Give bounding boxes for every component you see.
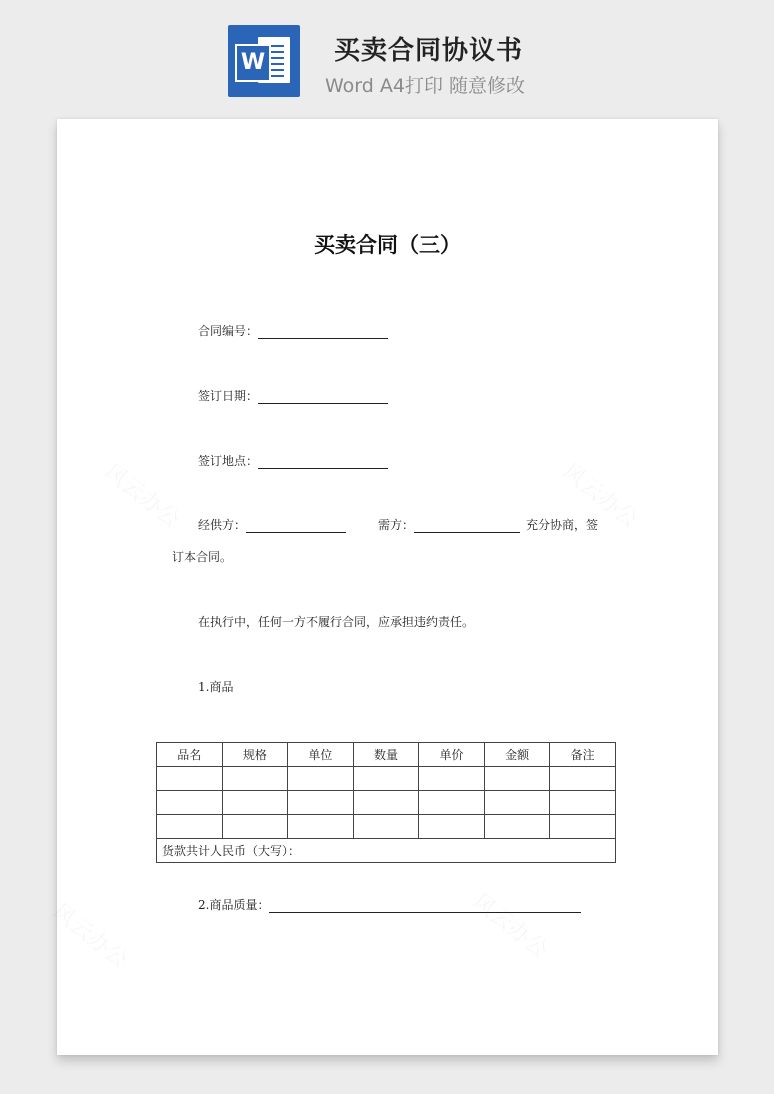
word-letter: W [235, 44, 271, 82]
table-cell[interactable] [222, 767, 288, 791]
table-header: 品名 [157, 743, 223, 767]
table-header: 金额 [484, 743, 550, 767]
table-cell[interactable] [222, 815, 288, 839]
table-cell[interactable] [550, 767, 616, 791]
contract-no-field [198, 322, 388, 339]
sign-place-field [198, 452, 388, 469]
parties-line [198, 516, 598, 533]
clause-intro: 在执行中，任何一方不履行合同，应承担违约责任。 [198, 615, 475, 629]
table-cell[interactable] [484, 791, 550, 815]
word-icon [228, 25, 300, 97]
table-cell[interactable] [288, 767, 354, 791]
table-cell[interactable] [157, 815, 223, 839]
banner [0, 0, 774, 110]
table-cell[interactable] [353, 791, 419, 815]
table-header: 数量 [353, 743, 419, 767]
agree-tail: 充分协商，签 [526, 518, 599, 532]
table-cell[interactable] [288, 815, 354, 839]
contract-no-blank[interactable] [258, 324, 388, 339]
table-header: 单价 [419, 743, 485, 767]
sign-place-blank[interactable] [258, 454, 388, 469]
table-cell[interactable] [419, 767, 485, 791]
section-goods: 1.商品 [198, 680, 234, 694]
contract-no-label: 合同编号： [198, 324, 259, 338]
table-cell[interactable] [419, 815, 485, 839]
supplier-blank[interactable] [246, 518, 346, 533]
banner-subtitle: Word A4打印 随意修改 [325, 75, 526, 97]
sign-date-field [198, 387, 388, 404]
table-cell[interactable] [353, 767, 419, 791]
table-header: 规格 [222, 743, 288, 767]
table-cell[interactable] [550, 815, 616, 839]
table-row [157, 767, 616, 791]
watermark [99, 455, 187, 534]
table-cell[interactable] [550, 791, 616, 815]
table-cell[interactable] [157, 791, 223, 815]
quality-field [198, 896, 581, 913]
table-cell[interactable] [419, 791, 485, 815]
sign-date-blank[interactable] [258, 389, 388, 404]
quality-label: 2.商品质量： [198, 898, 270, 912]
table-cell[interactable] [288, 791, 354, 815]
total-amount-cell[interactable]: 货款共计人民币（大写）： [157, 839, 616, 863]
table-cell[interactable] [484, 815, 550, 839]
banner-title: 买卖合同协议书 [334, 36, 524, 66]
table-header: 单位 [288, 743, 354, 767]
document-title: 买卖合同（三） [314, 233, 461, 257]
buyer-blank[interactable] [414, 518, 520, 533]
sign-place-label: 签订地点： [198, 454, 259, 468]
table-cell[interactable] [353, 815, 419, 839]
watermark [47, 895, 135, 974]
table-cell[interactable] [157, 767, 223, 791]
sign-date-label: 签订日期： [198, 389, 259, 403]
table-row [157, 791, 616, 815]
buyer-label: 需方： [378, 518, 415, 532]
goods-table [156, 742, 616, 863]
table-cell[interactable] [222, 791, 288, 815]
quality-blank[interactable] [269, 898, 581, 913]
supplier-label: 经供方： [198, 518, 247, 532]
document-page [57, 119, 718, 1055]
table-total-row [157, 839, 616, 863]
table-row [157, 815, 616, 839]
table-header-row [157, 743, 616, 767]
agree-line2: 订本合同。 [172, 550, 233, 564]
table-header: 备注 [550, 743, 616, 767]
table-cell[interactable] [484, 767, 550, 791]
